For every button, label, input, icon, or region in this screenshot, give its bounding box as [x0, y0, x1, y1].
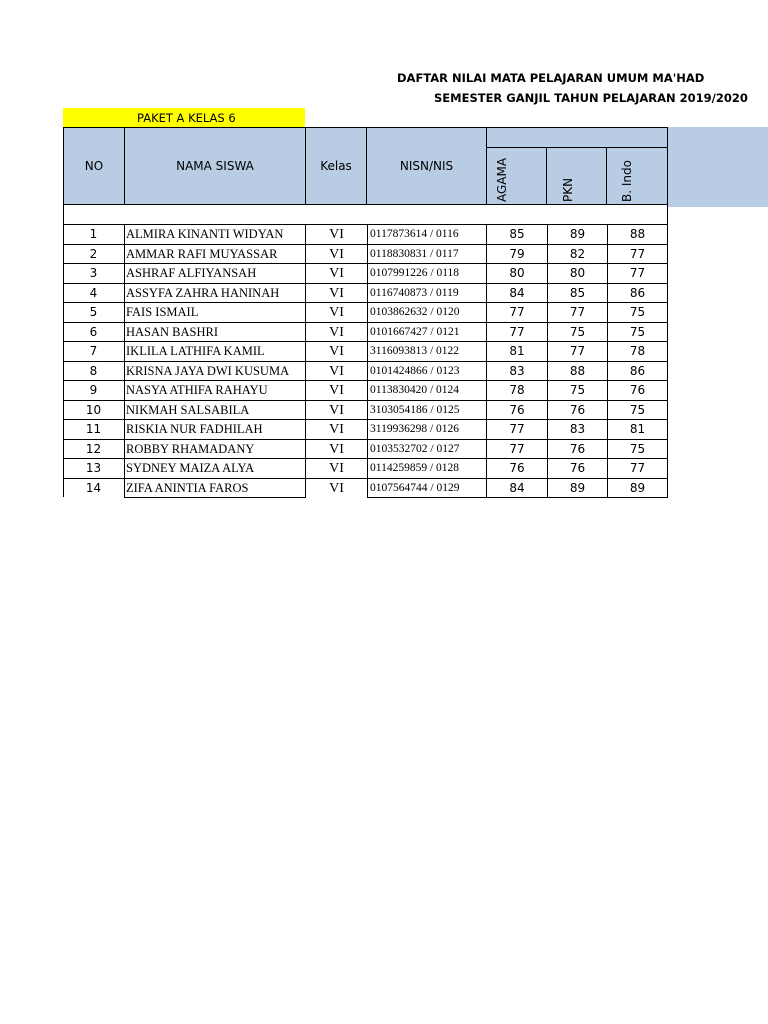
- cell-agama: 81: [487, 342, 548, 362]
- cell-nisn: 0114259859 / 0128: [367, 459, 487, 479]
- cell-nisn: 0118830831 / 0117: [367, 245, 487, 265]
- cell-no: 12: [63, 440, 124, 460]
- cell-no: 13: [63, 459, 124, 479]
- cell-kelas: VI: [306, 381, 367, 401]
- cell-kelas: VI: [306, 323, 367, 343]
- header-agama-label: AGAMA: [494, 157, 509, 202]
- cell-nama: IKLILA LATHIFA KAMIL: [124, 342, 306, 362]
- cell-bindo: 78: [608, 342, 668, 362]
- header-nisn-label: NISN/NIS: [399, 159, 454, 173]
- cell-nisn: 0113830420 / 0124: [367, 381, 487, 401]
- header-nama: [124, 127, 306, 205]
- cell-kelas: VI: [306, 440, 367, 460]
- cell-bindo: 81: [608, 420, 668, 440]
- table-row: [63, 440, 668, 460]
- cell-nisn: 0117873614 / 0116: [367, 225, 487, 245]
- cell-nama: ZIFA ANINTIA FAROS: [124, 479, 306, 499]
- cell-no: 4: [63, 284, 124, 304]
- header-no-label: NO: [84, 159, 104, 173]
- cell-nama: ALMIRA KINANTI WIDYAN: [124, 225, 306, 245]
- header-nama-label: NAMA SISWA: [176, 159, 254, 173]
- cell-pkn: 89: [548, 225, 608, 245]
- cell-pkn: 76: [548, 401, 608, 421]
- cell-nama: RISKIA NUR FADHILAH: [124, 420, 306, 440]
- cell-pkn: 75: [548, 323, 608, 343]
- cell-bindo: 77: [608, 459, 668, 479]
- cell-no: 3: [63, 264, 124, 284]
- cell-nama: ROBBY RHAMADANY: [124, 440, 306, 460]
- cell-no: 5: [63, 303, 124, 323]
- cell-kelas: VI: [306, 342, 367, 362]
- cell-nisn: 3103054186 / 0125: [367, 401, 487, 421]
- cell-nisn: 0116740873 / 0119: [367, 284, 487, 304]
- cell-pkn: 75: [548, 381, 608, 401]
- cell-pkn: 77: [548, 303, 608, 323]
- cell-nama: HASAN BASHRI: [124, 323, 306, 343]
- cell-nisn: 3116093813 / 0122: [367, 342, 487, 362]
- cell-nama: NIKMAH SALSABILA: [124, 401, 306, 421]
- cell-no: 9: [63, 381, 124, 401]
- cell-bindo: 89: [608, 479, 668, 499]
- cell-kelas: VI: [306, 401, 367, 421]
- cell-nama: ASSYFA ZAHRA HANINAH: [124, 284, 306, 304]
- cell-bindo: 75: [608, 303, 668, 323]
- cell-no: 8: [63, 362, 124, 382]
- table-row: [63, 264, 668, 284]
- cell-no: 2: [63, 245, 124, 265]
- cell-pkn: 88: [548, 362, 608, 382]
- cell-kelas: VI: [306, 303, 367, 323]
- table-row: [63, 381, 668, 401]
- paket-label-cell: [63, 108, 305, 128]
- cell-pkn: 89: [548, 479, 608, 499]
- cell-bindo: 77: [608, 245, 668, 265]
- cell-pkn: 83: [548, 420, 608, 440]
- cell-pkn: 82: [548, 245, 608, 265]
- cell-no: 10: [63, 401, 124, 421]
- cell-nisn: 0103862632 / 0120: [367, 303, 487, 323]
- paket-label: PAKET A KELAS 6: [137, 111, 236, 125]
- cell-pkn: 85: [548, 284, 608, 304]
- header-bindo-label: B. Indo: [620, 160, 634, 202]
- table-row: [63, 342, 668, 362]
- cell-nama: SYDNEY MAIZA ALYA: [124, 459, 306, 479]
- table-row: [63, 323, 668, 343]
- cell-bindo: 76: [608, 381, 668, 401]
- cell-nama: NASYA ATHIFA RAHAYU: [124, 381, 306, 401]
- cell-agama: 84: [487, 479, 548, 499]
- cell-no: 7: [63, 342, 124, 362]
- table-row: [63, 401, 668, 421]
- cell-pkn: 76: [548, 440, 608, 460]
- cell-no: 1: [63, 225, 124, 245]
- header-nisn: [366, 127, 487, 205]
- cell-agama: 76: [487, 459, 548, 479]
- cell-kelas: VI: [306, 459, 367, 479]
- header-agama: [486, 147, 547, 205]
- cell-agama: 78: [487, 381, 548, 401]
- header-bindo: [606, 147, 668, 205]
- cell-agama: 77: [487, 440, 548, 460]
- cell-pkn: 77: [548, 342, 608, 362]
- cell-bindo: 75: [608, 401, 668, 421]
- cell-agama: 83: [487, 362, 548, 382]
- cell-pkn: 80: [548, 264, 608, 284]
- header-pkn: [546, 147, 607, 205]
- cell-agama: 76: [487, 401, 548, 421]
- cell-nisn: 0101667427 / 0121: [367, 323, 487, 343]
- document-title: DAFTAR NILAI MATA PELAJARAN UMUM MA'HAD: [397, 71, 705, 85]
- cell-agama: 77: [487, 303, 548, 323]
- header-pkn-label: PKN: [560, 177, 575, 202]
- cell-no: 11: [63, 420, 124, 440]
- table-row: [63, 420, 668, 440]
- cell-kelas: VI: [306, 245, 367, 265]
- cell-no: 6: [63, 323, 124, 343]
- cell-bindo: 77: [608, 264, 668, 284]
- cell-bindo: 86: [608, 362, 668, 382]
- cell-nama: KRISNA JAYA DWI KUSUMA: [124, 362, 306, 382]
- table-row: [63, 459, 668, 479]
- cell-nisn: 0107991226 / 0118: [367, 264, 487, 284]
- cell-agama: 79: [487, 245, 548, 265]
- cell-kelas: VI: [306, 225, 367, 245]
- cell-kelas: VI: [306, 284, 367, 304]
- header-kelas: [305, 127, 367, 205]
- cell-bindo: 88: [608, 225, 668, 245]
- table-row: [63, 303, 668, 323]
- table-row: [63, 479, 668, 499]
- table-row: [63, 245, 668, 265]
- cell-nisn: 0103532702 / 0127: [367, 440, 487, 460]
- cell-nama: AMMAR RAFI MUYASSAR: [124, 245, 306, 265]
- cell-agama: 84: [487, 284, 548, 304]
- table-row: [63, 362, 668, 382]
- header-spacer-row: [63, 205, 668, 225]
- cell-agama: 77: [487, 420, 548, 440]
- cell-bindo: 75: [608, 440, 668, 460]
- cell-nisn: 0101424866 / 0123: [367, 362, 487, 382]
- header-kelas-label: Kelas: [320, 159, 352, 173]
- cell-kelas: VI: [306, 264, 367, 284]
- document-subtitle: SEMESTER GANJIL TAHUN PELAJARAN 2019/2020: [434, 91, 748, 105]
- cell-nama: ASHRAF ALFIYANSAH: [124, 264, 306, 284]
- cell-kelas: VI: [329, 480, 344, 496]
- cell-agama: 85: [487, 225, 548, 245]
- cell-agama: 80: [487, 264, 548, 284]
- cell-bindo: 86: [608, 284, 668, 304]
- header-no: [63, 127, 125, 205]
- cell-kelas: VI: [306, 362, 367, 382]
- cell-nama: FAIS ISMAIL: [124, 303, 306, 323]
- table-row: [63, 225, 668, 245]
- header-fill-right: [668, 127, 768, 207]
- cell-bindo: 75: [608, 323, 668, 343]
- header-subject-band: [486, 127, 668, 148]
- cell-nisn: 3119936298 / 0126: [367, 420, 487, 440]
- cell-kelas: VI: [306, 420, 367, 440]
- cell-no: 14: [85, 480, 102, 495]
- cell-pkn: 76: [548, 459, 608, 479]
- table-row: [63, 284, 668, 304]
- cell-agama: 77: [487, 323, 548, 343]
- cell-nisn: 0107564744 / 0129: [367, 479, 487, 499]
